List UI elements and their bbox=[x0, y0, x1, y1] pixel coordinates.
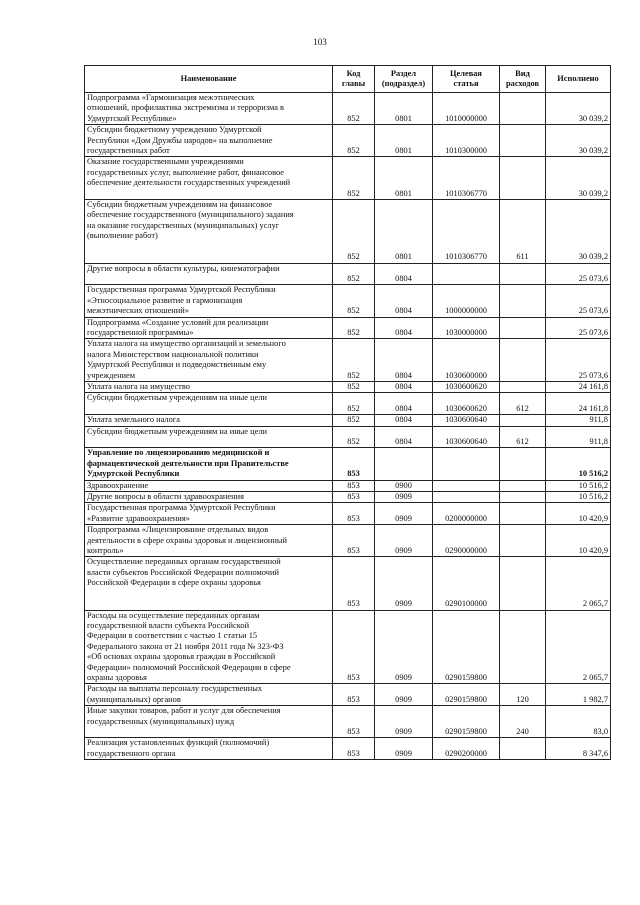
cell-code: 852 bbox=[333, 393, 375, 415]
cell-target: 1030600000 bbox=[433, 339, 500, 382]
cell-section: 0804 bbox=[375, 285, 433, 317]
cell-target: 1000000000 bbox=[433, 285, 500, 317]
cell-done: 10 516,2 bbox=[546, 480, 611, 491]
cell-done: 10 420,9 bbox=[546, 503, 611, 525]
cell-kind: 240 bbox=[500, 706, 546, 738]
header-target: Целевая статья bbox=[433, 66, 500, 93]
cell-target: 1030600640 bbox=[433, 415, 500, 426]
table-row bbox=[85, 263, 611, 285]
header-kind: Вид расходов bbox=[500, 66, 546, 93]
cell-target: 0290159800 bbox=[433, 610, 500, 684]
cell-name: Уплата налога на имущество организаций и земельного налога Министерством национальной политики Удмуртской Республики и подведомственным ему учреждением bbox=[85, 339, 333, 382]
cell-name: Субсидии бюджетным учреждениям на финансовое обеспечение государственного (муниципального) задания на оказание государственных (муниципальных) услуг (выполнение работ) bbox=[85, 200, 333, 263]
cell-name: Другие вопросы в области здравоохранения bbox=[85, 492, 333, 503]
cell-name: Осуществление переданных органам государственной власти субъектов Российской Федерации полномочий Российской Федерации в сфере охраны здоровья bbox=[85, 557, 333, 610]
cell-kind bbox=[500, 157, 546, 200]
cell-code: 853 bbox=[333, 448, 375, 480]
cell-name: Управление по лицензированию медицинской и фармацевтической деятельности при Правительстве Удмуртской Республики bbox=[85, 448, 333, 480]
cell-target bbox=[433, 492, 500, 503]
table-body bbox=[85, 93, 611, 760]
table-row bbox=[85, 381, 611, 392]
cell-name: Иные закупки товаров, работ и услуг для обеспечения государственных (муниципальных) нужд bbox=[85, 706, 333, 738]
cell-kind: 120 bbox=[500, 684, 546, 706]
cell-done: 24 161,8 bbox=[546, 381, 611, 392]
cell-section: 0804 bbox=[375, 393, 433, 415]
cell-name: Подпрограмма «Создание условий для реализации государственной программы» bbox=[85, 317, 333, 339]
cell-done: 911,8 bbox=[546, 415, 611, 426]
cell-done: 8 347,6 bbox=[546, 738, 611, 760]
cell-kind bbox=[500, 125, 546, 157]
cell-name: Уплата земельного налога bbox=[85, 415, 333, 426]
table-row bbox=[85, 448, 611, 480]
cell-section: 0801 bbox=[375, 93, 433, 125]
cell-kind bbox=[500, 285, 546, 317]
table-row bbox=[85, 415, 611, 426]
cell-done: 24 161,8 bbox=[546, 393, 611, 415]
cell-section: 0909 bbox=[375, 492, 433, 503]
cell-target: 0290159800 bbox=[433, 684, 500, 706]
cell-name: Другие вопросы в области культуры, кинематографии bbox=[85, 263, 333, 285]
header-section: Раздел (подраздел) bbox=[375, 66, 433, 93]
cell-kind bbox=[500, 381, 546, 392]
cell-name: Расходы на осуществление переданных органам государственной власти субъекта Российской Федерации в соответствии с частью 1 статьи 15 Федерального закона от 21 ноября 2011 года № 323-ФЗ «Об основах охраны здоровья граждан в Российской Федерации» полномочий Российской Федерации в сфере охраны здоровья bbox=[85, 610, 333, 684]
cell-code: 853 bbox=[333, 610, 375, 684]
cell-name: Субсидии бюджетным учреждениям на иные цели bbox=[85, 426, 333, 448]
cell-code: 852 bbox=[333, 317, 375, 339]
cell-done: 83,0 bbox=[546, 706, 611, 738]
cell-name: Подпрограмма «Гармонизация межэтнических отношений, профилактика экстремизма и терроризма в Удмуртской Республике» bbox=[85, 93, 333, 125]
cell-done: 2 065,7 bbox=[546, 557, 611, 610]
cell-done: 25 073,6 bbox=[546, 339, 611, 382]
table-row bbox=[85, 610, 611, 684]
cell-code: 852 bbox=[333, 381, 375, 392]
header-done: Исполнено bbox=[546, 66, 611, 93]
cell-done: 30 039,2 bbox=[546, 157, 611, 200]
table-row bbox=[85, 339, 611, 382]
cell-section: 0909 bbox=[375, 610, 433, 684]
cell-done: 911,8 bbox=[546, 426, 611, 448]
cell-code: 852 bbox=[333, 157, 375, 200]
cell-done: 25 073,6 bbox=[546, 263, 611, 285]
cell-section: 0909 bbox=[375, 738, 433, 760]
cell-code: 853 bbox=[333, 480, 375, 491]
table-row bbox=[85, 525, 611, 557]
cell-section: 0804 bbox=[375, 317, 433, 339]
cell-code: 852 bbox=[333, 415, 375, 426]
cell-section: 0804 bbox=[375, 339, 433, 382]
cell-kind: 612 bbox=[500, 393, 546, 415]
table-row bbox=[85, 557, 611, 610]
cell-section: 0804 bbox=[375, 426, 433, 448]
cell-code: 852 bbox=[333, 285, 375, 317]
table-row bbox=[85, 157, 611, 200]
cell-target: 1030000000 bbox=[433, 317, 500, 339]
cell-code: 852 bbox=[333, 263, 375, 285]
cell-kind: 612 bbox=[500, 426, 546, 448]
table-header-row bbox=[85, 66, 611, 93]
table-row bbox=[85, 492, 611, 503]
cell-done: 10 420,9 bbox=[546, 525, 611, 557]
cell-target: 0290100000 bbox=[433, 557, 500, 610]
cell-kind bbox=[500, 93, 546, 125]
cell-done: 25 073,6 bbox=[546, 285, 611, 317]
cell-target: 0200000000 bbox=[433, 503, 500, 525]
cell-name: Государственная программа Удмуртской Республики «Этносоциальное развитие и гармонизация межэтнических отношений» bbox=[85, 285, 333, 317]
table-row bbox=[85, 285, 611, 317]
table-row bbox=[85, 393, 611, 415]
cell-section: 0801 bbox=[375, 125, 433, 157]
cell-code: 853 bbox=[333, 557, 375, 610]
cell-code: 852 bbox=[333, 339, 375, 382]
header-code: Код главы bbox=[333, 66, 375, 93]
cell-kind: 611 bbox=[500, 200, 546, 263]
cell-section: 0900 bbox=[375, 480, 433, 491]
cell-kind bbox=[500, 317, 546, 339]
cell-done: 30 039,2 bbox=[546, 200, 611, 263]
cell-code: 852 bbox=[333, 426, 375, 448]
cell-target bbox=[433, 480, 500, 491]
cell-target: 1010300000 bbox=[433, 125, 500, 157]
cell-section: 0909 bbox=[375, 503, 433, 525]
cell-code: 853 bbox=[333, 684, 375, 706]
cell-target: 1010306770 bbox=[433, 200, 500, 263]
cell-kind bbox=[500, 738, 546, 760]
cell-kind bbox=[500, 503, 546, 525]
cell-code: 853 bbox=[333, 738, 375, 760]
budget-execution-table bbox=[84, 65, 611, 760]
cell-section: 0804 bbox=[375, 415, 433, 426]
cell-kind bbox=[500, 557, 546, 610]
table-row bbox=[85, 738, 611, 760]
cell-done: 1 982,7 bbox=[546, 684, 611, 706]
cell-name: Уплата налога на имущество bbox=[85, 381, 333, 392]
cell-name: Расходы на выплаты персоналу государственных (муниципальных) органов bbox=[85, 684, 333, 706]
table-row bbox=[85, 93, 611, 125]
table-row bbox=[85, 684, 611, 706]
cell-code: 853 bbox=[333, 525, 375, 557]
cell-code: 853 bbox=[333, 492, 375, 503]
cell-code: 852 bbox=[333, 125, 375, 157]
cell-section: 0801 bbox=[375, 200, 433, 263]
cell-target: 0290000000 bbox=[433, 525, 500, 557]
cell-kind bbox=[500, 263, 546, 285]
cell-target: 1010306770 bbox=[433, 157, 500, 200]
cell-done: 25 073,6 bbox=[546, 317, 611, 339]
cell-done: 30 039,2 bbox=[546, 125, 611, 157]
cell-target: 1010000000 bbox=[433, 93, 500, 125]
cell-kind bbox=[500, 339, 546, 382]
table-row bbox=[85, 503, 611, 525]
table-row bbox=[85, 317, 611, 339]
cell-target: 0290159800 bbox=[433, 706, 500, 738]
cell-target bbox=[433, 448, 500, 480]
cell-kind bbox=[500, 480, 546, 491]
header-name: Наименование bbox=[85, 66, 333, 93]
cell-kind bbox=[500, 415, 546, 426]
cell-target: 1030600640 bbox=[433, 426, 500, 448]
cell-section: 0801 bbox=[375, 157, 433, 200]
cell-code: 852 bbox=[333, 93, 375, 125]
cell-name: Подпрограмма «Лицензирование отдельных видов деятельности в сфере охраны здоровья и лицензионный контроль» bbox=[85, 525, 333, 557]
page-number: 103 bbox=[313, 37, 327, 47]
cell-name: Реализация установленных функций (полномочий) государственного органа bbox=[85, 738, 333, 760]
cell-name: Здравоохранение bbox=[85, 480, 333, 491]
cell-done: 30 039,2 bbox=[546, 93, 611, 125]
cell-name: Субсидии бюджетному учреждению Удмуртской Республики «Дом Дружбы народов» на выполнение государственных работ bbox=[85, 125, 333, 157]
cell-name: Государственная программа Удмуртской Республики «Развитие здравоохранения» bbox=[85, 503, 333, 525]
cell-kind bbox=[500, 610, 546, 684]
cell-done: 10 516,2 bbox=[546, 448, 611, 480]
cell-target bbox=[433, 263, 500, 285]
cell-section bbox=[375, 448, 433, 480]
cell-section: 0909 bbox=[375, 706, 433, 738]
cell-target: 1030600620 bbox=[433, 393, 500, 415]
cell-kind bbox=[500, 492, 546, 503]
cell-code: 853 bbox=[333, 706, 375, 738]
table-row bbox=[85, 125, 611, 157]
cell-target: 1030600620 bbox=[433, 381, 500, 392]
cell-section: 0804 bbox=[375, 381, 433, 392]
cell-name: Оказание государственными учреждениями государственных услуг, выполнение работ, финансовое обеспечение деятельности государственных учреждений bbox=[85, 157, 333, 200]
cell-code: 853 bbox=[333, 503, 375, 525]
cell-kind bbox=[500, 525, 546, 557]
table-row bbox=[85, 200, 611, 263]
cell-name: Субсидии бюджетным учреждениям на иные цели bbox=[85, 393, 333, 415]
cell-done: 2 065,7 bbox=[546, 610, 611, 684]
table-row bbox=[85, 706, 611, 738]
cell-section: 0909 bbox=[375, 684, 433, 706]
cell-section: 0909 bbox=[375, 525, 433, 557]
cell-kind bbox=[500, 448, 546, 480]
cell-done: 10 516,2 bbox=[546, 492, 611, 503]
cell-target: 0290200000 bbox=[433, 738, 500, 760]
table-row bbox=[85, 480, 611, 491]
cell-section: 0909 bbox=[375, 557, 433, 610]
cell-code: 852 bbox=[333, 200, 375, 263]
table-row bbox=[85, 426, 611, 448]
cell-section: 0804 bbox=[375, 263, 433, 285]
